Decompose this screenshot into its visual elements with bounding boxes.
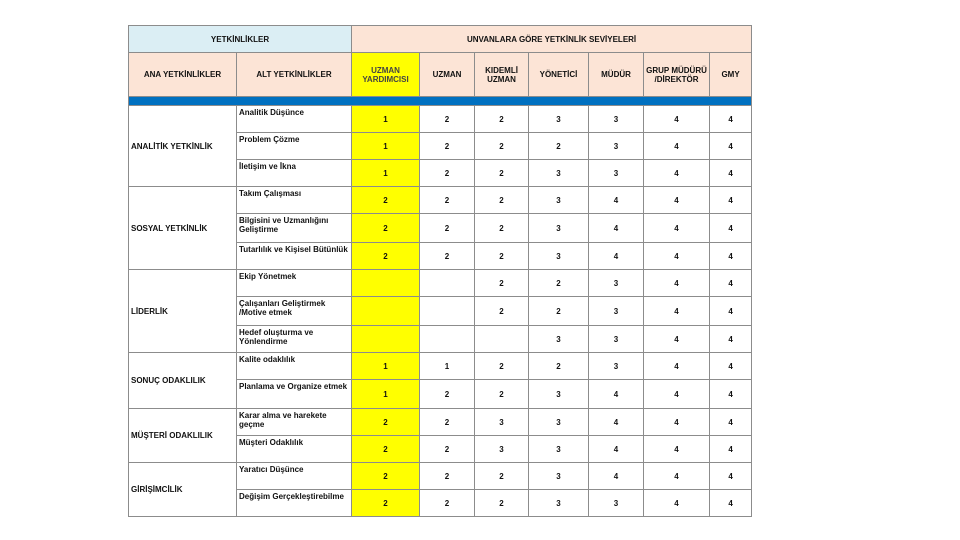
level-cell: 4 [644,133,710,160]
level-cell [420,270,475,297]
level-cell: 4 [644,160,710,187]
level-cell: 4 [710,490,752,517]
sub-competency: Ekip Yönetmek [237,270,352,297]
level-cell: 2 [420,214,475,243]
header-unvanlar: UNVANLARA GÖRE YETKİNLİK SEVİYELERİ [352,26,752,53]
header-alt: ALT YETKİNLİKLER [237,53,352,97]
level-cell: 3 [475,409,529,436]
level-cell: 2 [352,463,420,490]
level-cell: 2 [420,106,475,133]
title-header: UZMAN YARDIMCISI [352,53,420,97]
level-cell: 2 [420,463,475,490]
level-cell: 4 [710,380,752,409]
level-cell: 3 [529,490,589,517]
sub-competency: Kalite odaklılık [237,353,352,380]
level-cell: 1 [352,133,420,160]
level-cell: 2 [475,214,529,243]
table-row [129,409,752,436]
level-cell: 4 [644,243,710,270]
level-cell: 4 [710,160,752,187]
level-cell: 3 [589,133,644,160]
level-cell: 2 [475,490,529,517]
level-cell: 2 [420,490,475,517]
level-cell: 4 [589,187,644,214]
level-cell: 2 [529,353,589,380]
level-cell: 4 [644,353,710,380]
level-cell: 2 [475,187,529,214]
level-cell: 3 [529,409,589,436]
level-cell [352,270,420,297]
level-cell: 1 [352,380,420,409]
sub-competency: Bilgisini ve Uzmanlığını Geliştirme [237,214,352,243]
level-cell: 4 [589,214,644,243]
level-cell: 4 [589,463,644,490]
level-cell [352,326,420,353]
level-cell: 4 [589,380,644,409]
sub-competency: Planlama ve Organize etmek [237,380,352,409]
level-cell: 3 [529,380,589,409]
table-row [129,106,752,133]
table-row [129,270,752,297]
category-analitik: ANALİTİK YETKİNLİK [129,106,237,187]
level-cell: 4 [589,409,644,436]
table-row [129,353,752,380]
level-cell: 3 [589,490,644,517]
sub-competency: Tutarlılık ve Kişisel Bütünlük [237,243,352,270]
level-cell: 2 [475,243,529,270]
level-cell: 2 [475,297,529,326]
level-cell: 3 [529,463,589,490]
level-cell: 3 [529,243,589,270]
level-cell: 2 [475,106,529,133]
level-cell: 4 [710,214,752,243]
level-cell: 1 [420,353,475,380]
level-cell: 2 [420,380,475,409]
level-cell: 4 [710,436,752,463]
level-cell: 4 [710,106,752,133]
level-cell: 2 [475,380,529,409]
sub-competency: Çalışanları Geliştirmek /Motive etmek [237,297,352,326]
level-cell: 2 [475,463,529,490]
level-cell: 3 [589,353,644,380]
level-cell: 2 [529,297,589,326]
level-cell: 2 [475,133,529,160]
level-cell: 3 [589,160,644,187]
sub-competency: Müşteri Odaklılık [237,436,352,463]
level-cell: 4 [710,270,752,297]
category-sonuc: SONUÇ ODAKLILIK [129,353,237,409]
level-cell: 3 [529,187,589,214]
level-cell: 1 [352,353,420,380]
sub-competency: Problem Çözme [237,133,352,160]
sub-competency: Analitik Düşünce [237,106,352,133]
level-cell: 2 [420,409,475,436]
level-cell: 3 [475,436,529,463]
level-cell: 4 [644,106,710,133]
sub-competency: Takım Çalışması [237,187,352,214]
level-cell: 3 [589,270,644,297]
level-cell: 3 [589,106,644,133]
level-cell: 4 [644,187,710,214]
level-cell: 2 [475,160,529,187]
sub-competency: Hedef oluşturma ve Yönlendirme [237,326,352,353]
level-cell [420,326,475,353]
level-cell: 4 [589,436,644,463]
level-cell: 4 [710,409,752,436]
category-liderlik: LİDERLİK [129,270,237,353]
level-cell: 2 [352,187,420,214]
level-cell: 3 [529,160,589,187]
title-header: YÖNETİCİ [529,53,589,97]
sub-competency: Yaratıcı Düşünce [237,463,352,490]
level-cell: 2 [529,270,589,297]
competency-table [128,25,752,517]
title-header: GMY [710,53,752,97]
level-cell: 2 [475,270,529,297]
level-cell [352,297,420,326]
level-cell: 4 [644,436,710,463]
level-cell: 2 [352,409,420,436]
level-cell: 2 [420,133,475,160]
level-cell: 4 [644,270,710,297]
title-header: GRUP MÜDÜRÜ /DİREKTÖR [644,53,710,97]
level-cell [420,297,475,326]
title-header: UZMAN [420,53,475,97]
level-cell: 2 [420,436,475,463]
level-cell: 3 [529,106,589,133]
level-cell: 4 [710,463,752,490]
level-cell: 2 [420,160,475,187]
category-sosyal: SOSYAL YETKİNLİK [129,187,237,270]
level-cell: 4 [589,243,644,270]
level-cell: 4 [710,243,752,270]
level-cell: 3 [529,436,589,463]
level-cell: 2 [352,214,420,243]
level-cell: 2 [420,187,475,214]
sub-competency: Değişim Gerçekleştirebilme [237,490,352,517]
level-cell: 2 [352,490,420,517]
level-cell: 4 [710,297,752,326]
level-cell: 4 [644,380,710,409]
level-cell: 3 [529,214,589,243]
level-cell: 2 [352,243,420,270]
level-cell: 4 [644,214,710,243]
level-cell [475,326,529,353]
level-cell: 4 [710,187,752,214]
level-cell: 4 [710,353,752,380]
level-cell: 4 [644,490,710,517]
level-cell: 2 [352,436,420,463]
level-cell: 3 [529,326,589,353]
level-cell: 4 [644,409,710,436]
level-cell: 1 [352,106,420,133]
level-cell: 2 [420,243,475,270]
level-cell: 2 [529,133,589,160]
level-cell: 4 [644,297,710,326]
level-cell: 4 [644,463,710,490]
header-yetkinlikler: YETKİNLİKLER [129,26,352,53]
title-header: MÜDÜR [589,53,644,97]
level-cell: 4 [710,133,752,160]
title-header: KIDEMLİ UZMAN [475,53,529,97]
divider-bar [129,97,752,106]
level-cell: 2 [475,353,529,380]
level-cell: 4 [710,326,752,353]
table-row [129,187,752,214]
level-cell: 1 [352,160,420,187]
sub-competency: İletişim ve İkna [237,160,352,187]
header-ana: ANA YETKİNLİKLER [129,53,237,97]
level-cell: 4 [644,326,710,353]
sub-competency: Karar alma ve harekete geçme [237,409,352,436]
level-cell: 3 [589,297,644,326]
category-musteri: MÜŞTERİ ODAKLILIK [129,409,237,463]
competency-rows [129,106,752,517]
level-cell: 3 [589,326,644,353]
category-girisimcilik: GİRİŞİMCİLİK [129,463,237,517]
table-row [129,463,752,490]
